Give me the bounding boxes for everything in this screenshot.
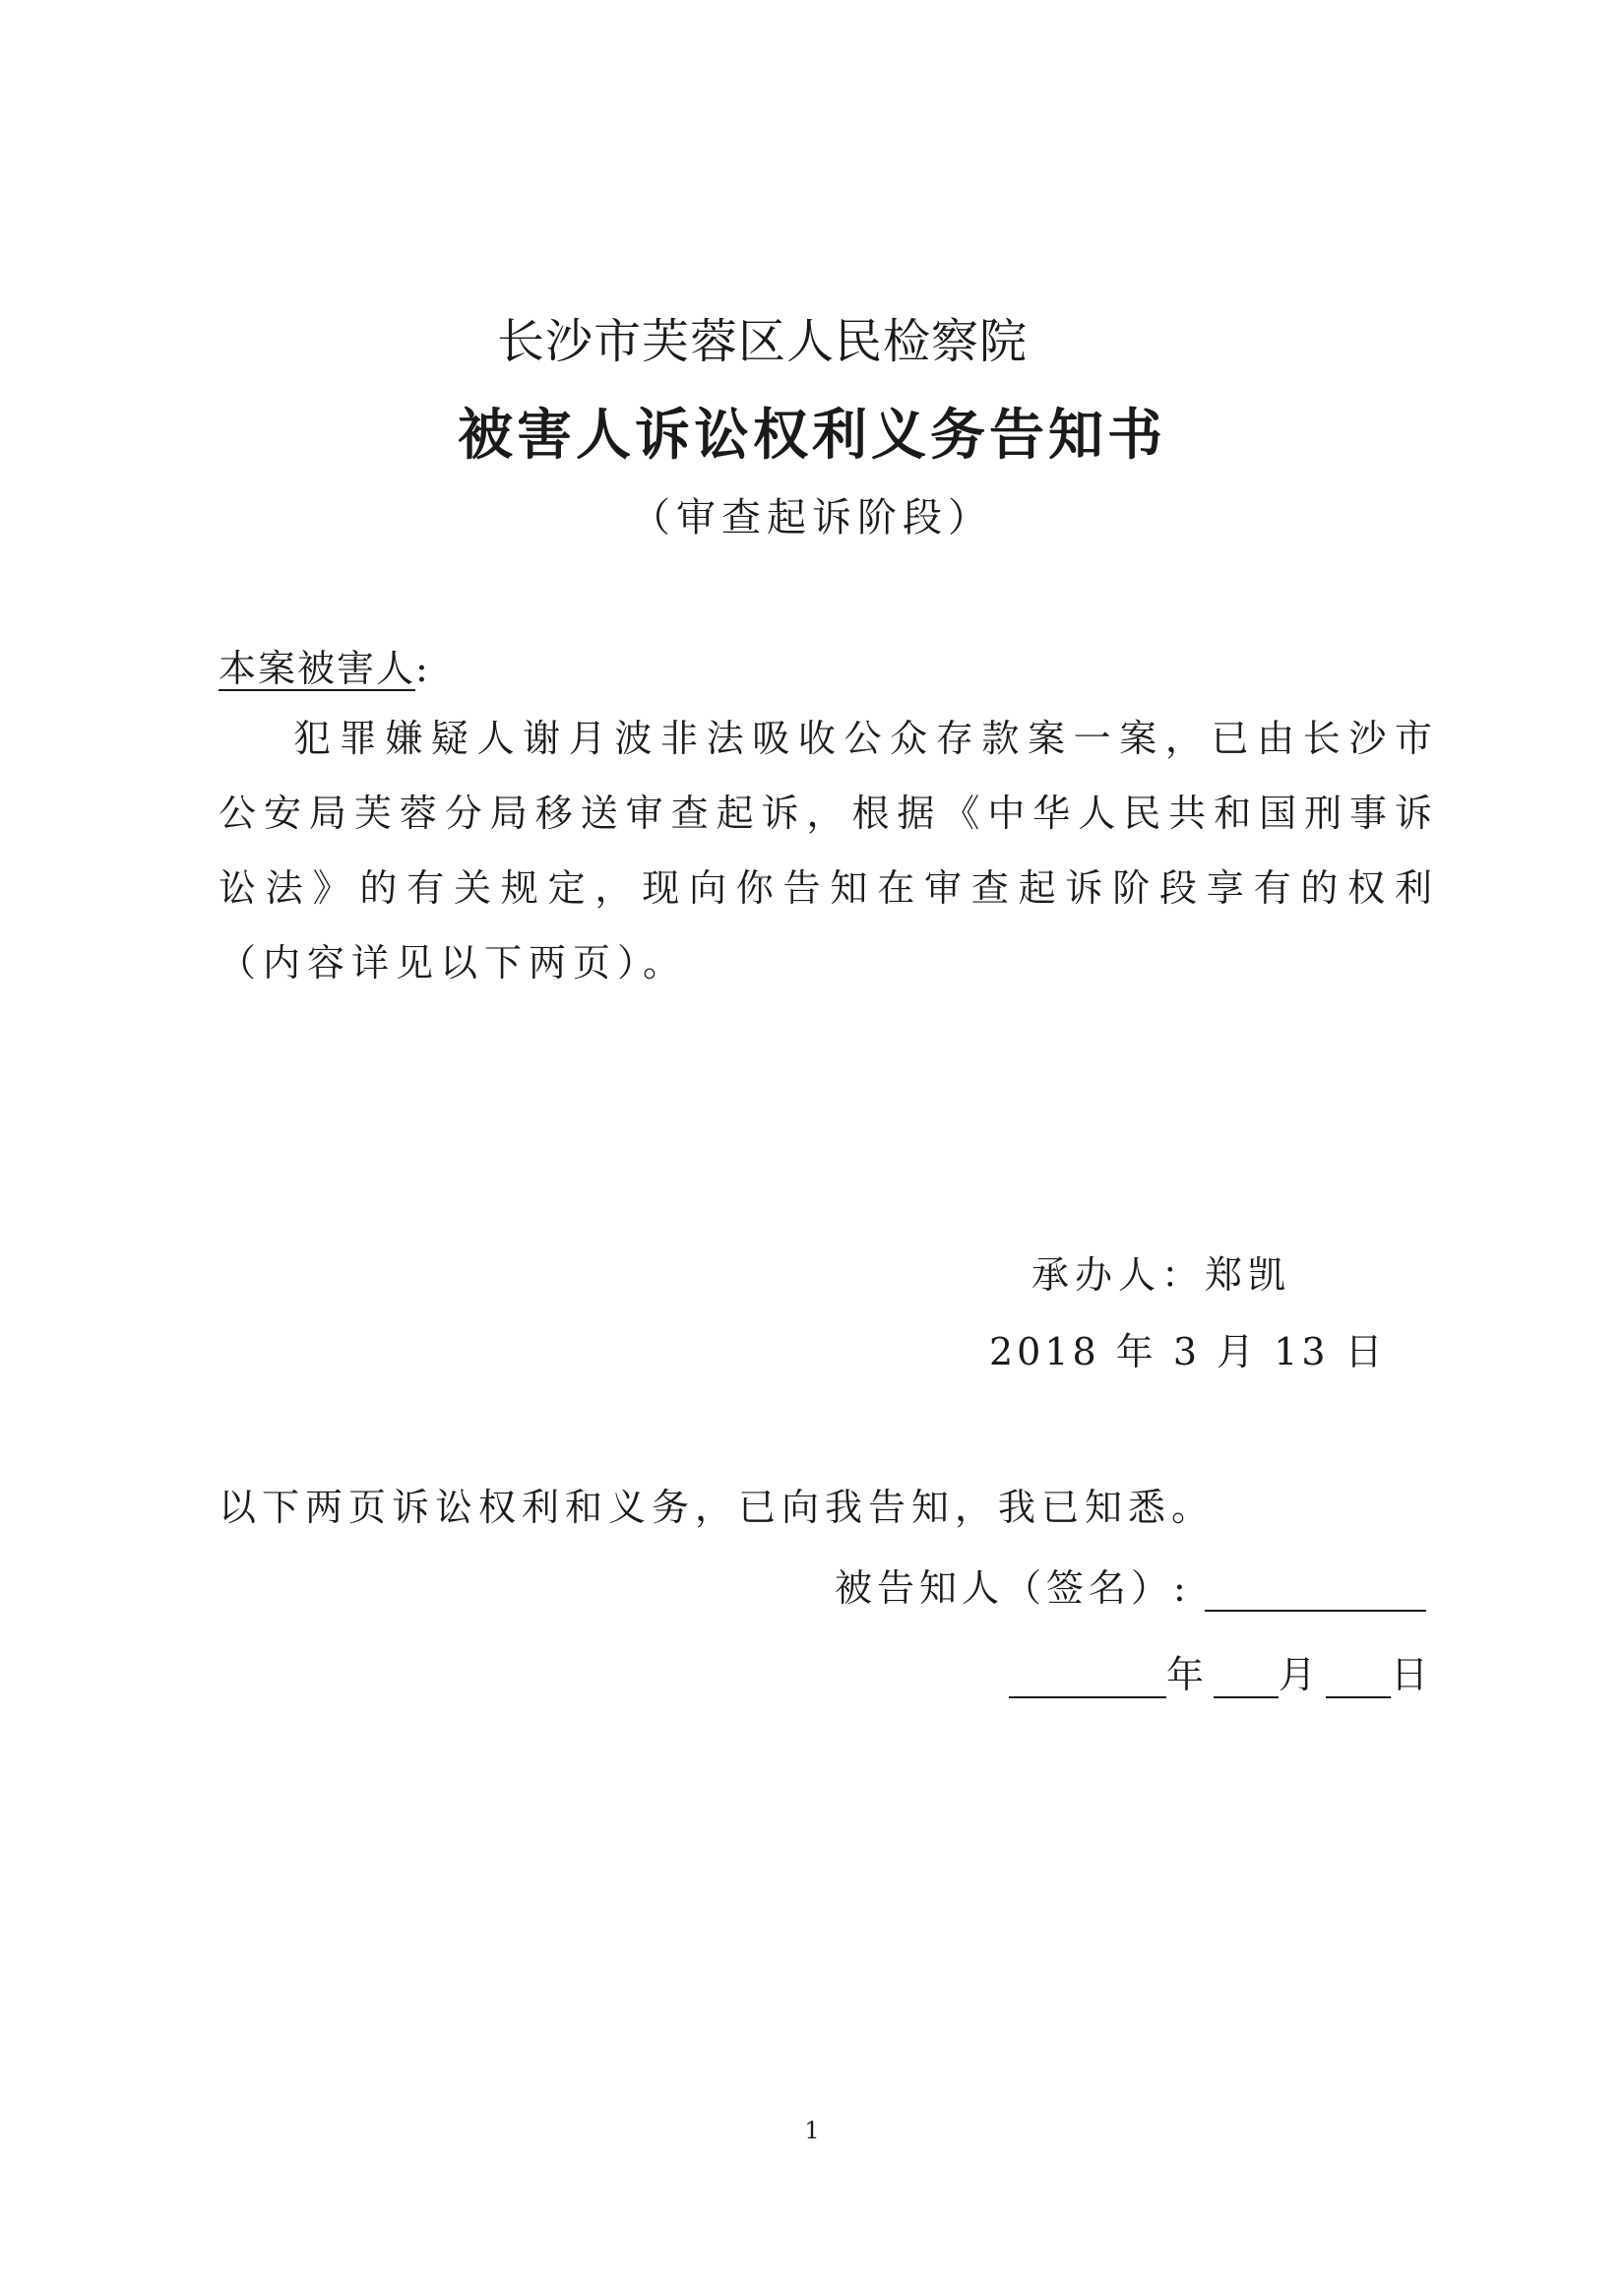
addressee-colon: : — [415, 647, 430, 690]
document-subtitle: （审查起诉阶段） — [631, 495, 993, 541]
signature-row — [835, 1558, 1426, 1612]
signature-date-row — [1009, 1644, 1432, 1698]
signature-blank-line — [1205, 1570, 1426, 1612]
day-label: 日 — [1391, 1653, 1433, 1696]
acknowledgement-statement: 以下两页诉讼权利和义务，已向我告知，我已知悉。 — [219, 1486, 1216, 1529]
addressee-line — [219, 638, 430, 692]
handler-line: 承办人：郑凯 — [1031, 1253, 1292, 1297]
signature-label: 被告知人（签名）: — [835, 1566, 1191, 1610]
addressee-label: 本案被害人 — [219, 647, 416, 690]
issue-date: 2018 年 3 月 13 日 — [989, 1330, 1387, 1373]
document-title: 被害人诉讼权利义务告知书 — [458, 403, 1166, 468]
month-label: 月 — [1279, 1653, 1321, 1696]
day-blank-line — [1326, 1657, 1391, 1698]
year-blank-line — [1009, 1657, 1166, 1698]
month-blank-line — [1214, 1657, 1279, 1698]
notice-body-paragraph: 犯罪嫌疑人谢月波非法吸收公众存款案一案，已由长沙市公安局芙蓉分局移送审查起诉，根据《中华人民共和国刑事诉讼法》的有关规定，现向你告知在审查起诉阶段享有的权利（内容详见以下两页）。 — [219, 717, 1439, 985]
year-label: 年 — [1166, 1653, 1209, 1696]
page-number: 1 — [804, 2117, 820, 2144]
organization-name: 长沙市芙蓉区人民检察院 — [497, 314, 1029, 369]
